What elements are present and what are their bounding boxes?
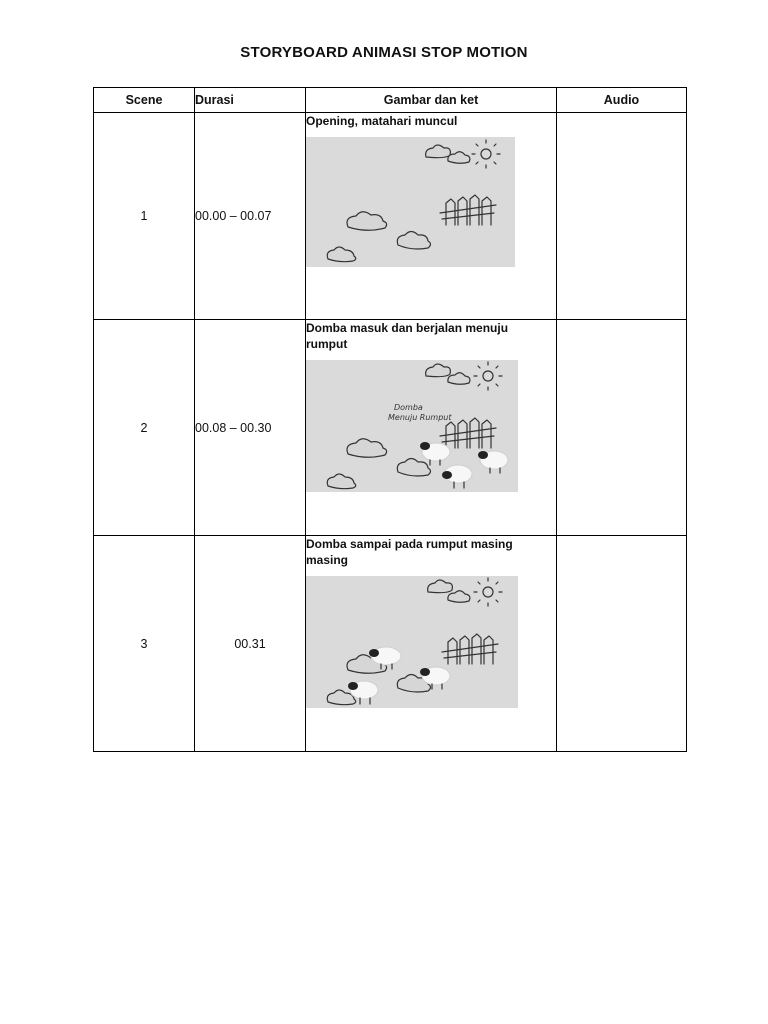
- scene-image-cell: [306, 536, 557, 752]
- scene-audio: [557, 113, 687, 320]
- scene-sketch: [306, 137, 515, 267]
- scene-duration: 00.00 – 00.07: [195, 113, 306, 320]
- scene-duration: 00.31: [195, 536, 306, 752]
- table-row: [94, 536, 687, 752]
- header-scene: Scene: [94, 88, 195, 113]
- handwritten-note: Domba: [394, 403, 423, 412]
- table-row: [94, 320, 687, 536]
- scene-sketch: [306, 576, 518, 708]
- scene-description: Opening, matahari muncul: [306, 114, 458, 128]
- svg-text:Menuju Rumput: Menuju Rumput: [388, 413, 452, 422]
- scene-number: 2: [94, 320, 195, 536]
- scene-number: 3: [94, 536, 195, 752]
- storyboard-table: [93, 87, 687, 752]
- scene-description: Domba sampai pada rumput masing masing: [306, 537, 513, 567]
- scene-audio: [557, 536, 687, 752]
- header-audio: Audio: [557, 88, 687, 113]
- scene-sketch: [306, 360, 518, 492]
- header-image: Gambar dan ket: [306, 88, 557, 113]
- scene-audio: [557, 320, 687, 536]
- scene-description: Domba masuk dan berjalan menuju rumput: [306, 321, 509, 351]
- scene-duration: 00.08 – 00.30: [195, 320, 306, 536]
- scene-image-cell: [306, 320, 557, 536]
- page-title: STORYBOARD ANIMASI STOP MOTION: [240, 44, 528, 61]
- scene-image-cell: [306, 113, 557, 320]
- table-header-row: [94, 88, 687, 113]
- header-duration: Durasi: [195, 88, 306, 113]
- table-row: [94, 113, 687, 320]
- scene-number: 1: [94, 113, 195, 320]
